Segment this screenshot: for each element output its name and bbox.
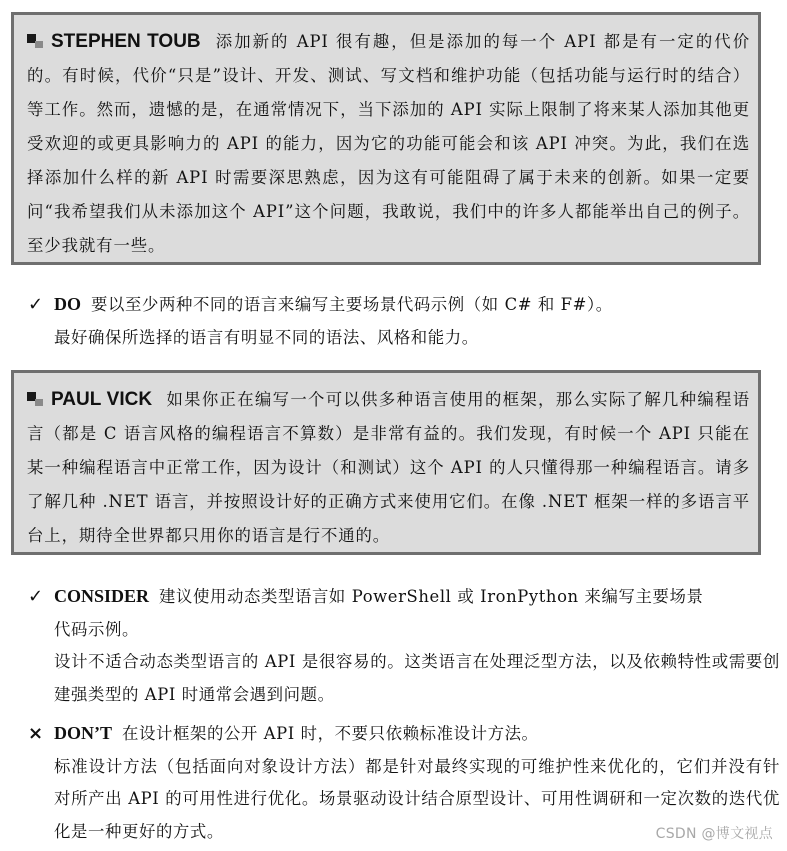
callout-author: PAUL VICK [51,389,153,410]
guideline-do-header [28,288,780,322]
guideline-body: 设计不适合动态类型语言的 API 是很容易的。这类语言在处理泛型方法，以及依赖特性或需要创建强类型的 API 时通常会遇到问题。 [54,652,780,704]
callout-text: 添加新的 API 很有趣，但是添加的每一个 API 都是有一定的代价的。有时候，代价“只是”设计、开发、测试、写文档和维护功能（包括功能与运行时的结合）等工作。然而，遗憾的是，在通常情况下，当下添加的 API 实际上限制了将来某人添加其他更受欢迎的或更具影响力的 API 的能力，因为它的功能可能会和该 API 冲突。为此，我们在选择添加什么样的新 API 时需要深思熟虑，因为这有可能阻碍了属于未来的创新。如果一定要问“我希望我们从未添加这个 API”这个问题，我敢说，我们中的许多人都能举出自己的例子。至少我就有一些。 [27,32,750,255]
checkmark-icon: ✓ [28,294,44,315]
guideline-body: 最好确保所选择的语言有明显不同的语法、风格和能力。 [54,327,479,347]
annotation-box-stephen-toub [11,12,761,265]
guideline-keyword: DON’T [54,723,112,743]
guideline-summary: 要以至少两种不同的语言来编写主要场景代码示例（如 C# 和 F#）。 [91,295,613,314]
cross-icon: × [28,723,44,744]
callout-text: 如果你正在编写一个可以供多种语言使用的框架，那么实际了解几种编程语言（都是 C 语言风格的编程语言不算数）是非常有益的。我们发现，有时候一个 API 只能在某一种编程语言中正常工作，因为设计（和测试）这个 API 的人只懂得那一种编程语言。请多了解几种 .NET 语言，并按照设计好的正确方式来使用它们。在像 .NET 框架一样的多语言平台上，期待全世界都只用你的语言是行不通的。 [27,390,750,545]
guideline-consider [28,580,780,711]
callout-author: STEPHEN TOUB [51,31,201,52]
checkmark-icon: ✓ [28,586,44,607]
guideline-summary-line1: 建议使用动态类型语言如 PowerShell 或 IronPython 来编写主要场景 [159,587,704,606]
callout-squares-icon [27,34,43,48]
guideline-summary: 在设计框架的公开 API 时，不要只依赖标准设计方法。 [122,724,539,743]
guideline-keyword: DO [54,294,81,314]
watermark: CSDN @博文视点 [655,826,773,842]
guideline-summary-line2: 代码示例。 [54,619,139,639]
guideline-dont-header [28,717,780,751]
annotation-box-paul-vick [11,370,761,555]
guideline-do [28,288,780,354]
guideline-consider-header [28,580,780,646]
guideline-keyword: CONSIDER [54,586,150,606]
callout-squares-icon [27,392,43,406]
guideline-body: 标准设计方法（包括面向对象设计方法）都是针对最终实现的可维护性来优化的，它们并没有针对所产出 API 的可用性进行优化。场景驱动设计结合原型设计、可用性调研和一定次数的迭代优化是一种更好的方式。 [54,756,780,841]
